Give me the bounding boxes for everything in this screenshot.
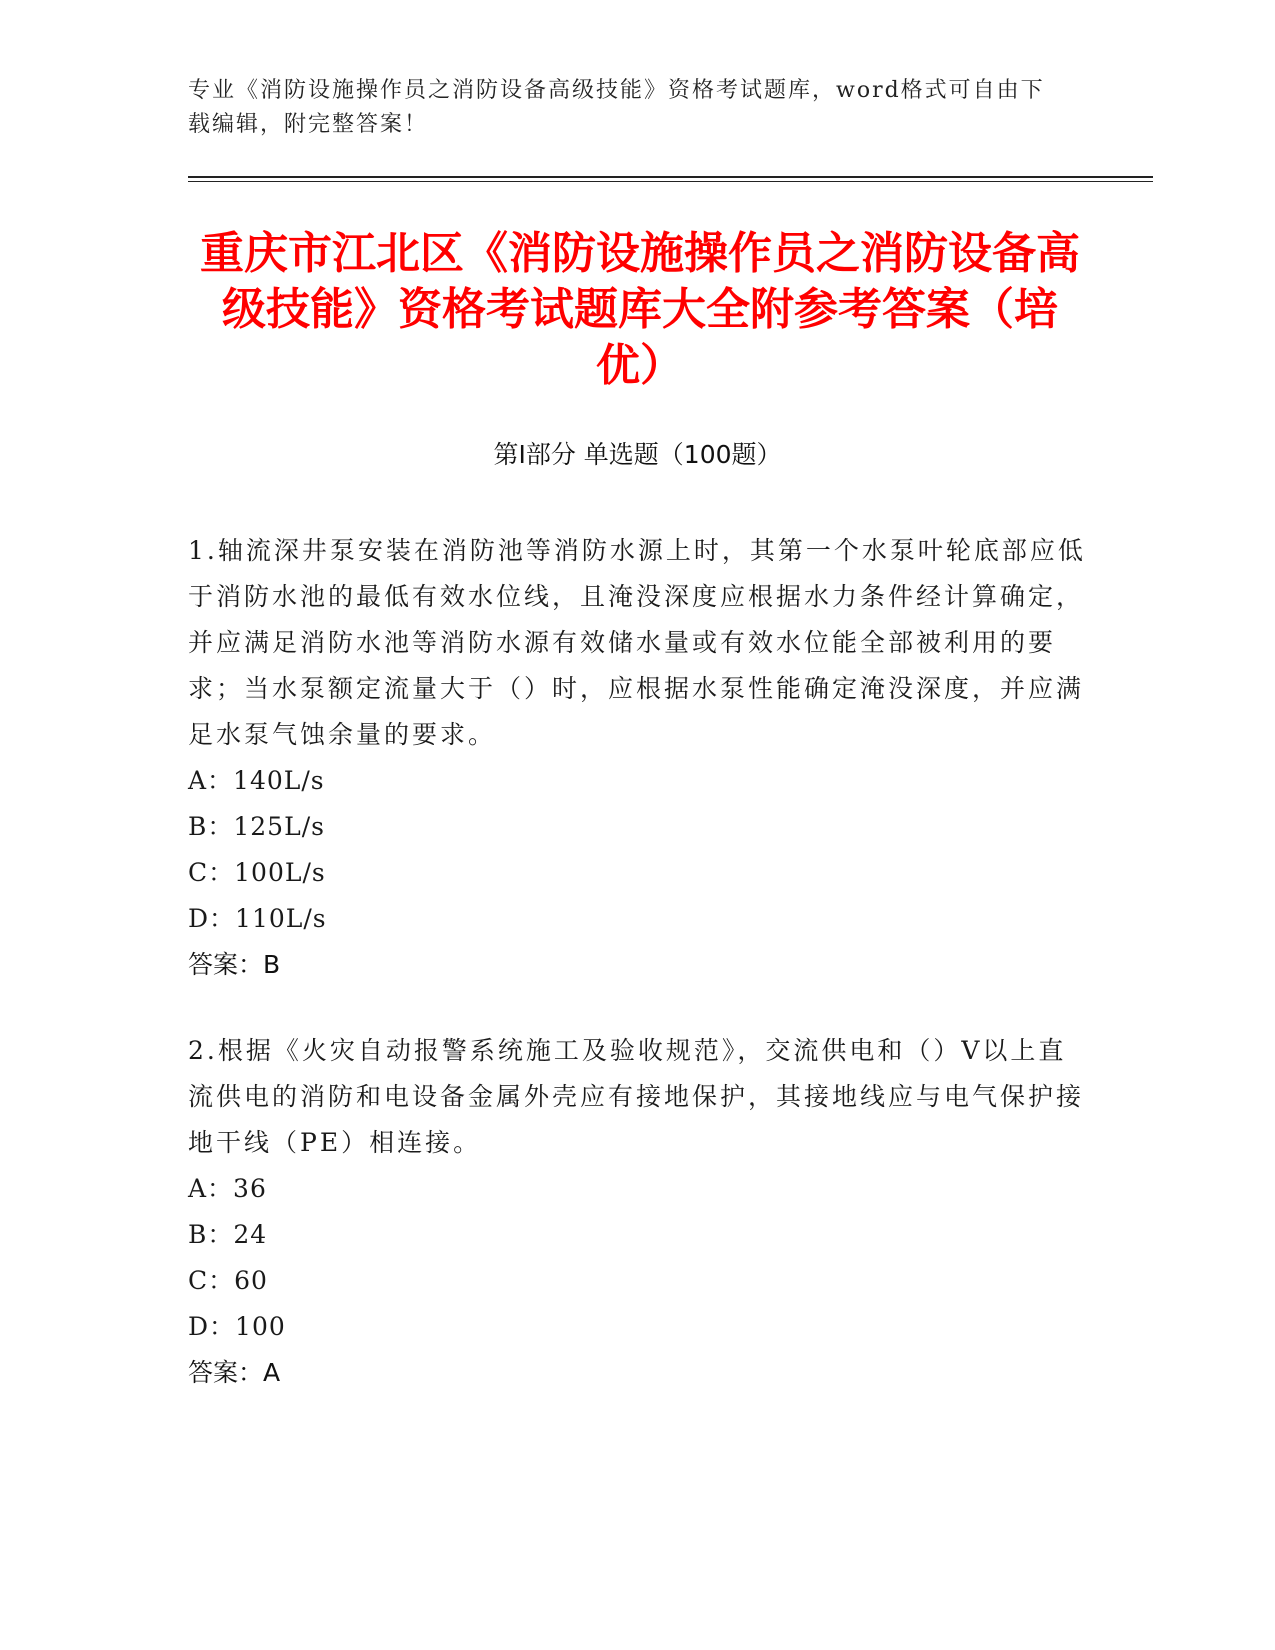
option-b: B：24 (188, 1220, 268, 1249)
header-divider-thin (188, 181, 1153, 182)
question-stem: 1.轴流深井泵安装在消防池等消防水源上时，其第一个水泵叶轮底部应低于消防水池的最低有效水位线，且淹没深度应根据水力条件经计算确定，并应满足消防水池等消防水源有效储水量或有效水位能全部被利用的要求；当水泵额定流量大于（）时，应根据水泵性能确定淹没深度，并应满足水泵气蚀余量的要求。 (188, 536, 1086, 749)
document-title: 重庆市江北区《消防设施操作员之消防设备高级技能》资格考试题库大全附参考答案（培优） (200, 228, 1080, 391)
option-d: D：110L/s (188, 904, 327, 933)
header-note: 专业《消防设施操作员之消防设备高级技能》资格考试题库，word格式可自由下载编辑，附完整答案！ (188, 78, 1045, 137)
option-a: A：140L/s (188, 766, 325, 795)
section-title: 第I部分 单选题（100题） (493, 440, 782, 469)
question-stem: 2.根据《火灾自动报警系统施工及验收规范》，交流供电和（）V以上直流供电的消防和电设备金属外壳应有接地保护，其接地线应与电气保护接地干线（PE）相连接。 (188, 1036, 1085, 1157)
answer-line: 答案：B (188, 950, 281, 979)
option-b: B：125L/s (188, 812, 325, 841)
option-d: D：100 (188, 1312, 286, 1341)
answer-line: 答案：A (188, 1358, 281, 1387)
option-c: C：60 (188, 1266, 268, 1295)
question-1 (188, 528, 1088, 988)
header-divider-thick (188, 176, 1153, 178)
option-c: C：100L/s (188, 858, 326, 887)
question-2 (188, 1028, 1088, 1396)
option-a: A：36 (188, 1174, 267, 1203)
